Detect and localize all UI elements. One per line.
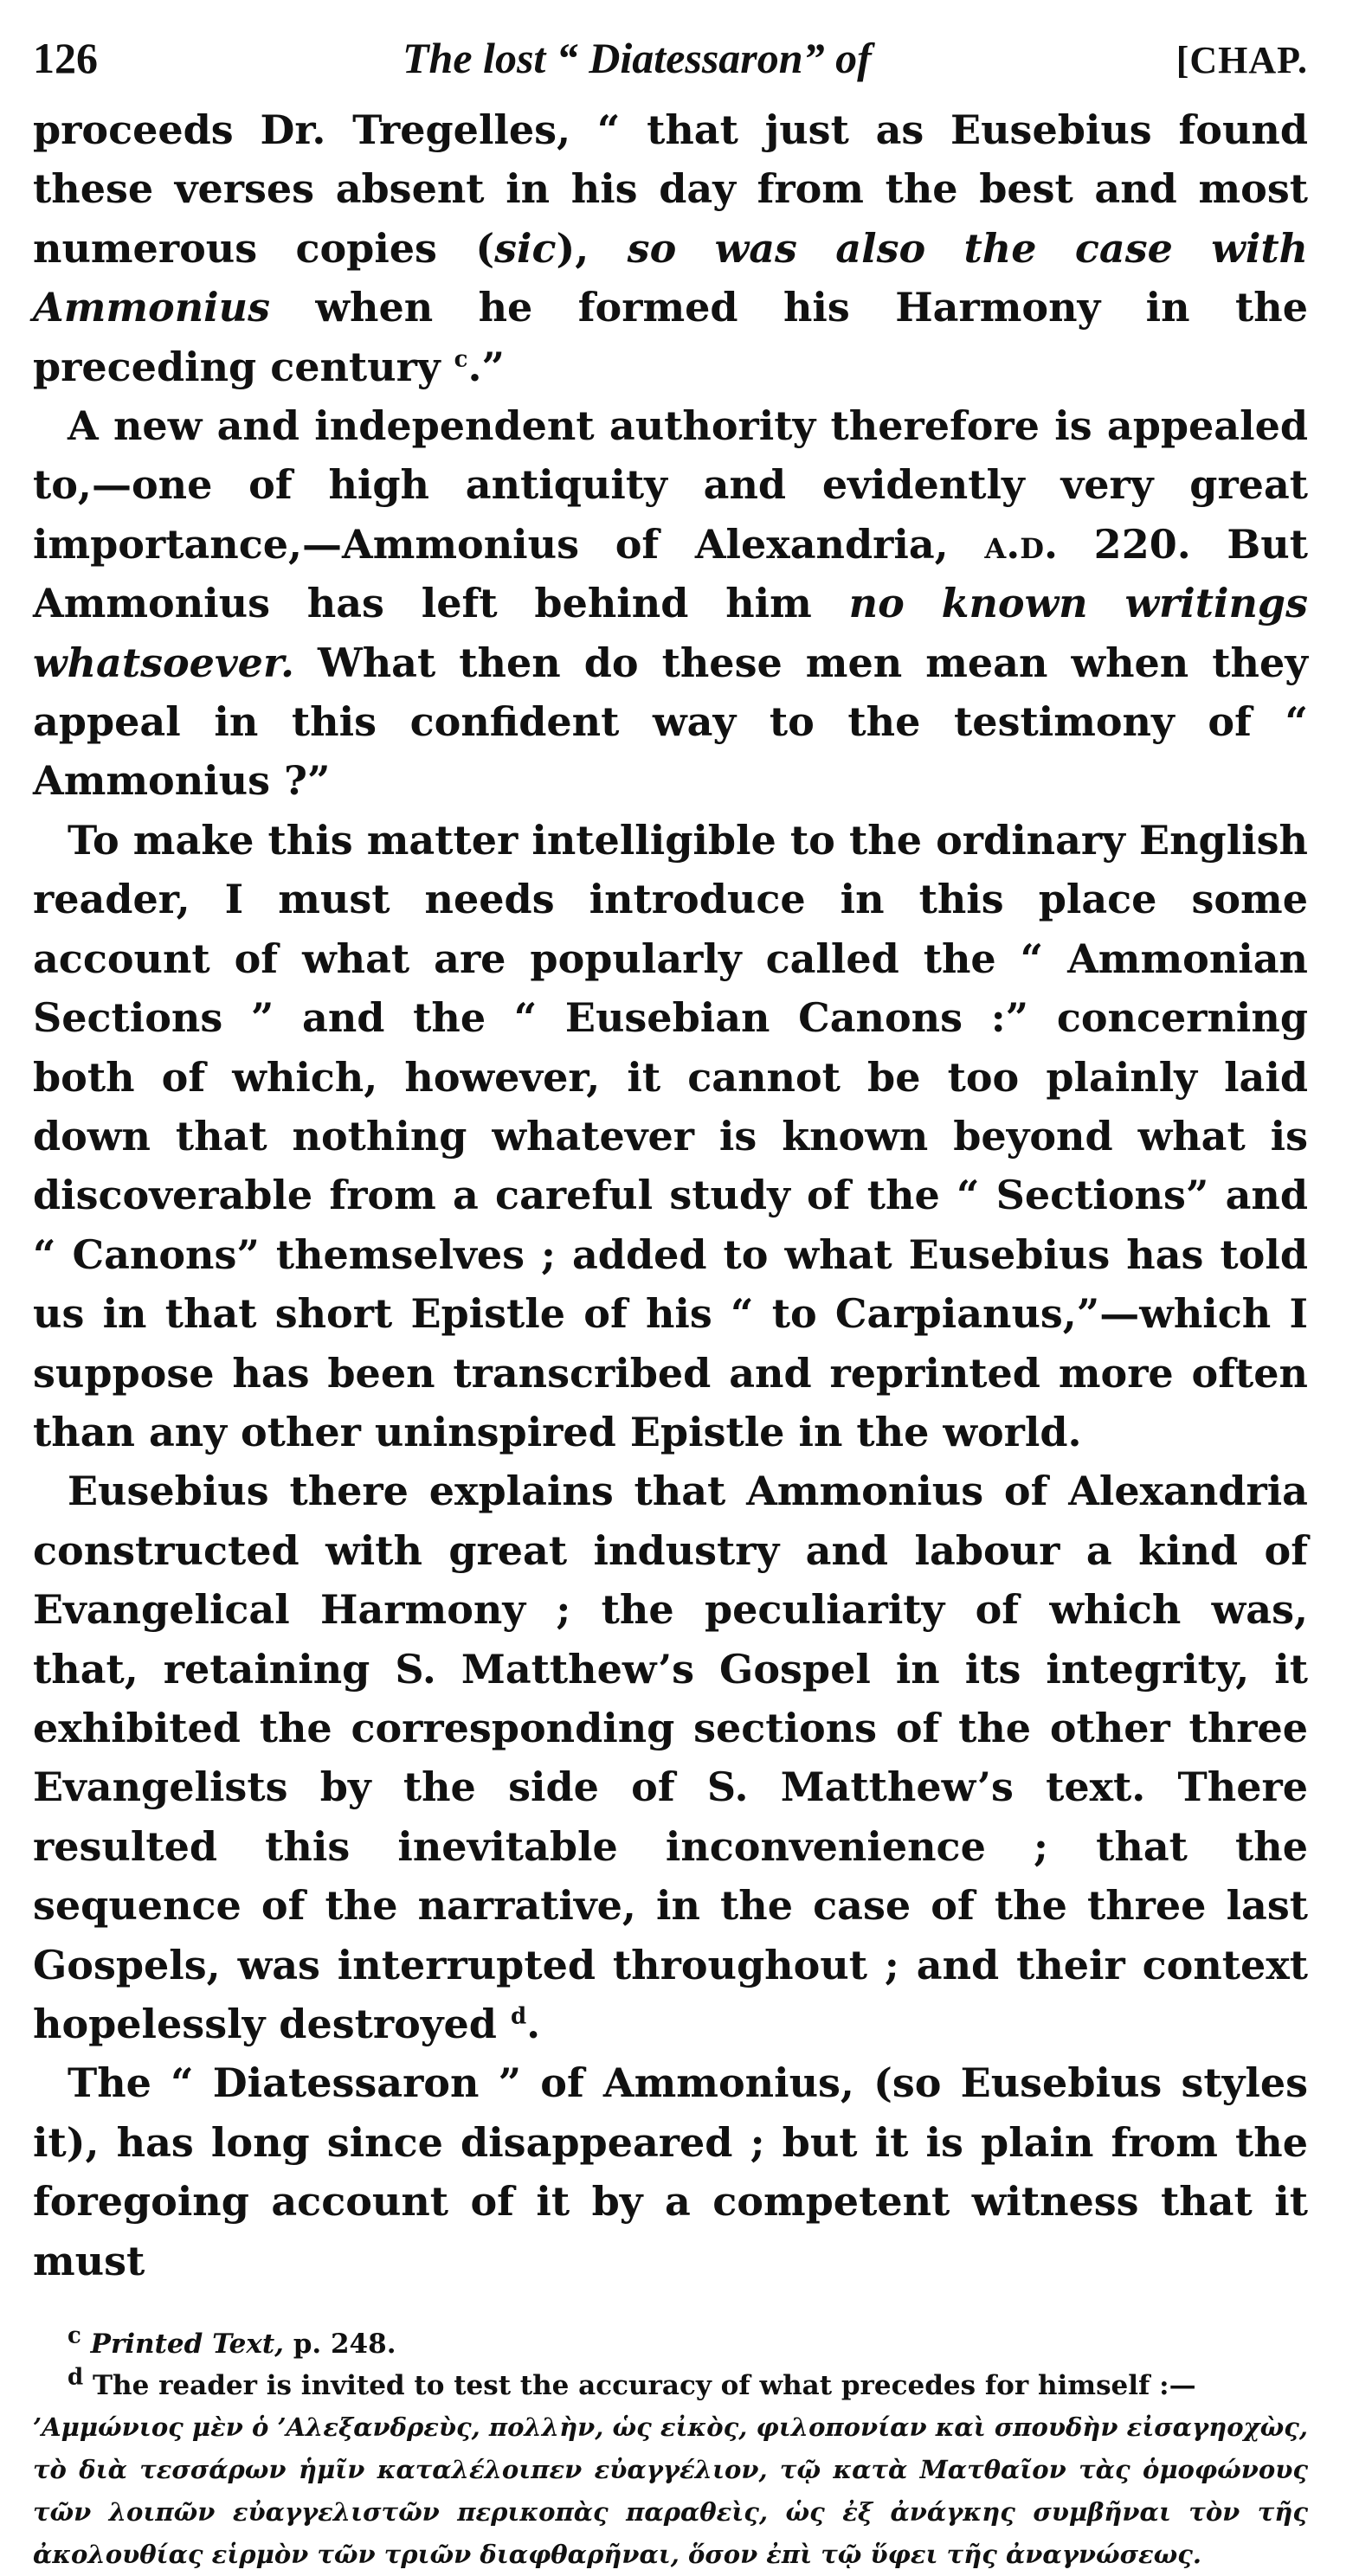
footnote-c — [33, 2323, 1308, 2365]
p4-text-b: . — [526, 2001, 541, 2047]
p4-text-a: Eusebius there explains that Ammonius of Alexandria constructed with great industry and labour a kind of Evangelical Harmony ; the peculiarity of which was, that, retaining S. Matthew’s Gospel in its integrity, it exhibited the corresponding sections of the other three Evangelists by the side of S. Matthew’s text. There resulted this inevitable inconvenience ; that the sequence of the narrative, in the case of the three last Gospels, was interrupted throughout ; and their context hopelessly destroyed — [33, 1468, 1308, 2047]
running-header — [33, 33, 1308, 83]
p2-text-b: 220. But Ammonius has left behind him — [33, 520, 1308, 627]
footnote-d-text: The reader is invited to test the accuracy of what precedes for himself :— — [83, 2370, 1196, 2402]
footnote-c-text: p. 248. — [283, 2329, 396, 2361]
footnote-d-mark: d — [68, 2364, 84, 2391]
footnotes — [33, 2323, 1308, 2576]
running-title: The lost “ Diatessaron” of — [403, 34, 872, 82]
page-number: 126 — [33, 34, 98, 82]
footnote-c-italic: Printed Text, — [90, 2329, 284, 2361]
main-text — [33, 100, 1308, 2290]
footnote-d-greek: ’Αμμώνιος μὲν ὁ ’Αλεξανδρεὺς, πολλὴν, ὡς εἰκὸς, φιλοπονίαν καὶ σπουδὴν εἰσαγηοχὼς, τὸ διὰ τεσσάρων ἡμῖν καταλέλοιπεν εὐαγγέλιον, τῷ κατὰ Ματθαῖον τὰς ὁμοφώνους τῶν λοιπῶν εὐαγγελιστῶν περικοπὰς παραθεὶς, ὡς ἐξ ἀνάγκης συμβῆναι τὸν τῆς ἀκολουθίας εἱρμὸν τῶν τριῶν διαφθαρῆναι, ὅσον ἐπὶ τῷ ὕφει τῆς ἀναγνώσεως. — [33, 2412, 1308, 2570]
p1-italic: so was also the case with Ammonius — [33, 224, 1309, 331]
paragraph-5: The “ Diatessaron ” of Ammonius, (so Eusebius styles it), has long since disappeared ; but it is plain from the foregoing account of it by a competent witness that it must — [33, 2059, 1308, 2284]
footnote-c-mark: c — [68, 2322, 81, 2349]
chapter-label: [CHAP. — [1176, 39, 1308, 81]
paragraph-2 — [33, 396, 1308, 811]
p2-text-a: A new and independent authority therefore is appealed to,—one of high antiquity and evidently very great importance,—Ammonius of Alexandria, — [33, 402, 1308, 568]
p2-text-c: What then do these men mean when they appeal in this confident way to the testimony of “ Ammonius ?” — [33, 639, 1308, 805]
p1-text-d: .” — [467, 343, 505, 390]
footnote-ref-c: c — [454, 346, 468, 373]
p1-text-a: proceeds Dr. Tregelles, “ that just as Eusebius found these verses absent in his day from the best and most numerous copies ( — [33, 106, 1308, 272]
p1-sic: sic — [494, 224, 557, 272]
p2-italic: no known writings whatsoever. — [33, 580, 1308, 686]
footnote-d — [33, 2365, 1308, 2406]
paragraph-1 — [33, 100, 1308, 396]
p1-text-b: ), — [556, 224, 628, 272]
p2-ad: a.d. — [984, 520, 1058, 568]
footnote-ref-d: d — [510, 2003, 527, 2030]
paragraph-3: To make this matter intelligible to the ordinary English reader, I must needs introduce in this place some account of what are popularly called the “ Ammonian Sections ” and the “ Eusebian Canons :” concerning both of which, however, it cannot be too plainly laid down that nothing whatever is known beyond what is discoverable from a careful study of the “ Sections” and “ Canons” themselves ; added to what Eusebius has told us in that short Epistle of his “ to Carpianus,”—which I suppose has been transcribed and reprinted more often than any other uninspired Epistle in the world. — [33, 816, 1308, 1455]
p1-text-c: when he formed his Harmony in the preceding century — [33, 284, 1308, 390]
paragraph-4 — [33, 1461, 1308, 2053]
